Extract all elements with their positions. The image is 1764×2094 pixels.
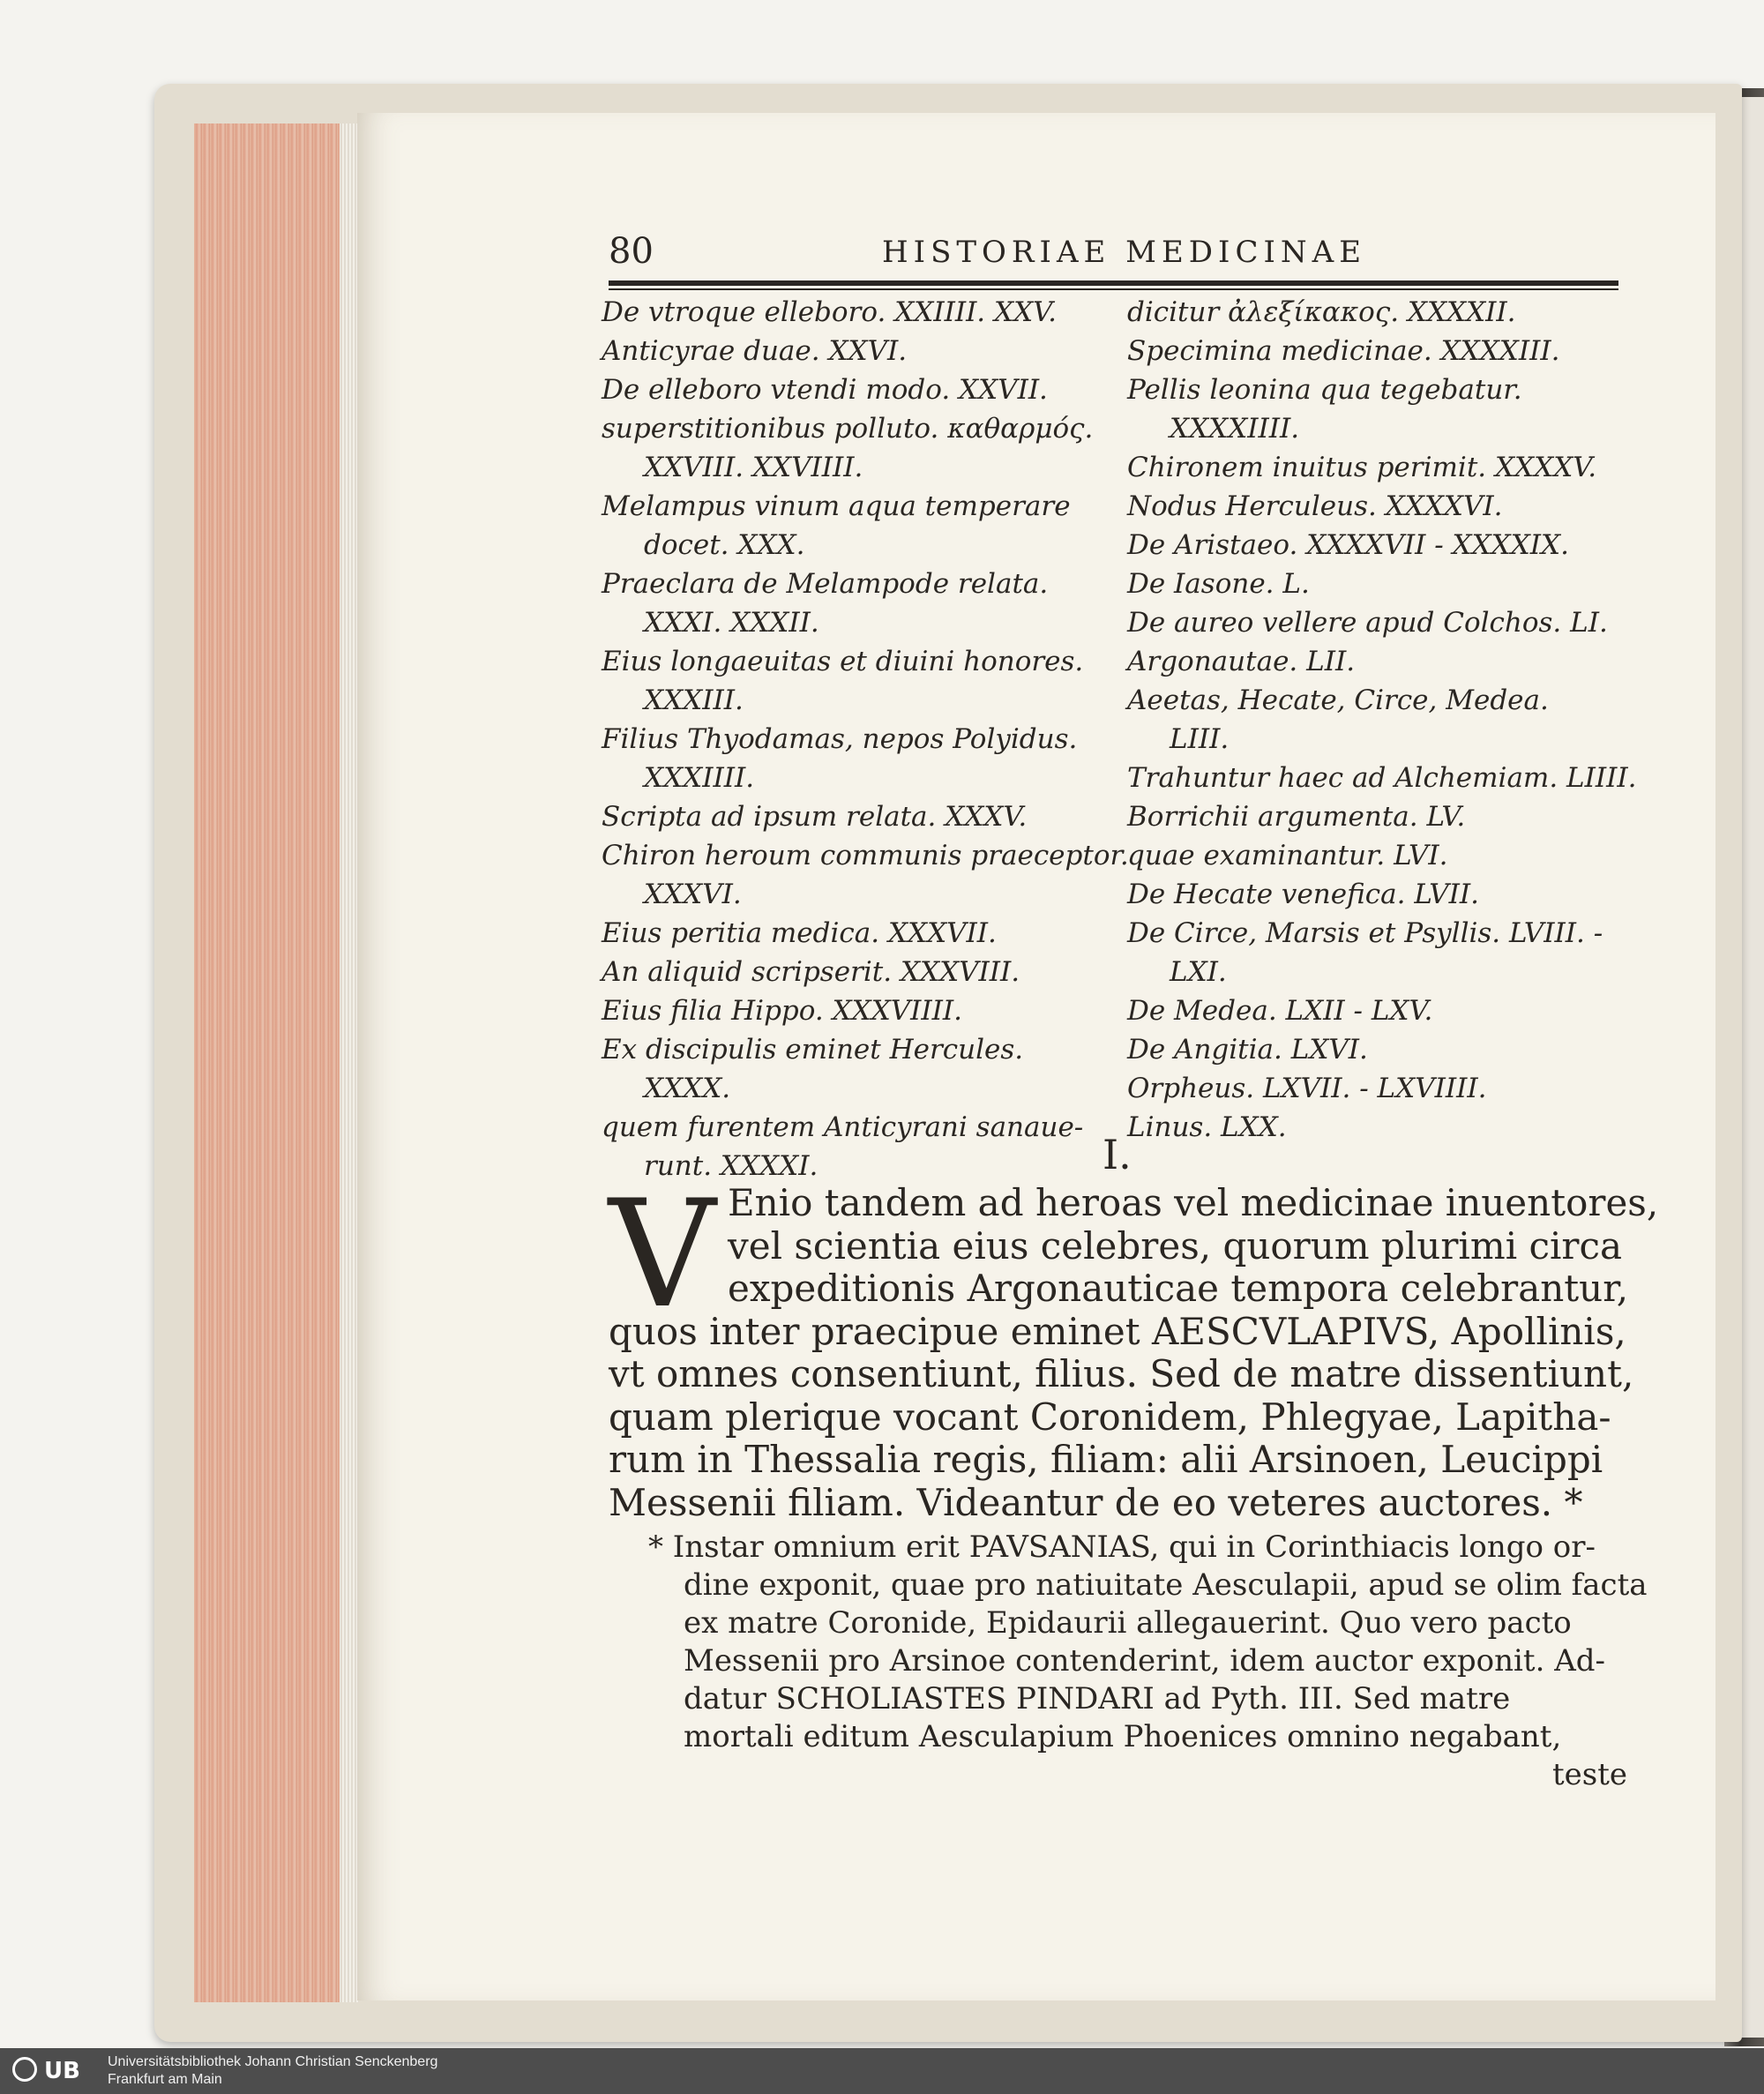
index-entry: XXXIIII. [644, 762, 755, 794]
library-name-line2: Frankfurt am Main [108, 2072, 222, 2087]
index-entry: De Circe, Marsis et Psyllis. LVIII. - [1127, 917, 1603, 949]
library-footer-bar [0, 2048, 1764, 2094]
footnote-line: dine exponit, quae pro natiuitate Aesculapii, apud se olim facta [684, 1567, 1648, 1603]
index-entry: Filius Thyodamas, nepos Polyidus. [602, 723, 1078, 755]
index-entry: Chironem inuitus perimit. XXXXV. [1127, 452, 1597, 483]
index-entry: docet. XXX. [644, 529, 805, 561]
body-line: quam plerique vocant Coronidem, Phlegyae, Lapitha- [609, 1395, 1611, 1439]
catchword: teste [1551, 1757, 1627, 1792]
body-line: expeditionis Argonauticae tempora celebrantur, [728, 1267, 1629, 1310]
page-header [609, 231, 1632, 275]
footnote-line: datur SCHOLIASTES PINDARI ad Pyth. III. Sed matre [684, 1681, 1511, 1716]
index-entry: Nodus Herculeus. XXXXVI. [1127, 490, 1503, 522]
index-entry: Praeclara de Melampode relata. [602, 568, 1049, 600]
body-line: Enio tandem ad heroas vel medicinae inuentores, [728, 1181, 1659, 1224]
drop-cap: V [609, 1168, 716, 1341]
body-paragraph [609, 1168, 1659, 1524]
index-entry: XXXVI. [644, 879, 742, 910]
index-entry: XXXXIIII. [1170, 413, 1300, 445]
index-entry: De Hecate venefica. LVII. [1127, 879, 1479, 910]
library-logo[interactable] [12, 2055, 97, 2087]
logo-text: UB [44, 2058, 80, 2084]
index-entry: Orpheus. LXVII. - LXVIIII. [1127, 1073, 1487, 1104]
body-line: vel scientia eius celebres, quorum plurimi circa [728, 1223, 1623, 1268]
footnote [648, 1529, 1648, 1794]
index-left-column [602, 293, 1129, 1185]
index-entry: De vtroque elleboro. XXIIII. XXV. [602, 296, 1057, 328]
index-entry: Chiron heroum communis praeceptor. [602, 840, 1129, 871]
index-entry: Eius filia Hippo. XXXVIIII. [602, 995, 963, 1027]
red-page-edges [194, 123, 343, 2002]
page-number: 80 [609, 231, 654, 272]
footnote-line: mortali editum Aesculapium Phoenices omnino negabant, [684, 1719, 1562, 1754]
index-entry: Melampus vinum aqua temperare [602, 490, 1071, 522]
index-entry: quem furentem Anticyrani sanaue- [602, 1111, 1084, 1143]
index-entry: LXI. [1170, 956, 1227, 988]
index-right-column [1127, 293, 1637, 1147]
page-block-edges [340, 123, 359, 2002]
index-entry: runt. XXXXI. [644, 1150, 818, 1182]
header-rule-thin [609, 288, 1618, 290]
index-entry: Aeetas, Hecate, Circe, Medea. [1127, 684, 1549, 716]
logo-icon [12, 2057, 37, 2082]
index-entry: Scripta ad ipsum relata. XXXV. [602, 801, 1028, 833]
body-line: quos inter praecipue eminet AESCVLAPIVS, Apollinis, [609, 1309, 1626, 1353]
index-entry: De Angitia. LXVI. [1127, 1034, 1368, 1066]
running-title: HISTORIAE MEDICINAE [882, 235, 1367, 270]
index-entry: Trahuntur haec ad Alchemiam. LIIII. [1127, 762, 1637, 794]
index-entry: De Iasone. L. [1127, 568, 1310, 600]
index-entry: De Aristaeo. XXXXVII - XXXXIX. [1127, 529, 1569, 561]
index-entry: Pellis leonina qua tegebatur. [1127, 374, 1522, 406]
index-entry: Borrichii argumenta. LV. [1127, 801, 1466, 833]
body-line: vt omnes consentiunt, filius. Sed de matre dissentiunt, [609, 1352, 1634, 1395]
index-entry: Specimina medicinae. XXXXIII. [1127, 335, 1560, 367]
index-entry: superstitionibus polluto. καθαρμός. [602, 413, 1094, 445]
index-entry: dicitur ἀλεξίκακος. XXXXII. [1127, 296, 1516, 328]
index-entry: Eius peritia medica. XXXVII. [602, 917, 997, 949]
index-entry: XXXX. [644, 1073, 731, 1104]
library-name [108, 2053, 437, 2089]
index-entry: De Medea. LXII - LXV. [1127, 995, 1433, 1027]
footnote-line: * Instar omnium erit PAVSANIAS, qui in Corinthiacis longo or- [648, 1529, 1596, 1565]
index-entry: An aliquid scripserit. XXXVIII. [602, 956, 1020, 988]
index-entry: Linus. LXX. [1127, 1111, 1287, 1143]
footnote-line: ex matre Coronide, Epidaurii allegauerint. Quo vero pacto [684, 1605, 1572, 1641]
index-entry: XXXI. XXXII. [644, 607, 819, 639]
index-entry: quae examinantur. LVI. [1127, 840, 1448, 871]
index-entry: Ex discipulis eminet Hercules. [602, 1034, 1024, 1066]
section-numeral: I. [1102, 1131, 1132, 1178]
header-rule [609, 280, 1618, 286]
library-name-line1: Universitätsbibliothek Johann Christian Senckenberg [108, 2054, 438, 2069]
body-line: rum in Thessalia regis, filiam: alii Arsinoen, Leucippi [609, 1438, 1603, 1481]
index-entry: XXVIII. XXVIIII. [644, 452, 863, 483]
index-entry: De aureo vellere apud Colchos. LI. [1127, 607, 1608, 639]
index-entry: De elleboro vtendi modo. XXVII. [602, 374, 1048, 406]
index-entry: Eius longaeuitas et diuini honores. [602, 646, 1084, 677]
body-line: Messenii filiam. Videantur de eo veteres auctores. * [609, 1480, 1583, 1524]
footnote-line: Messenii pro Arsinoe contenderint, idem auctor exponit. Ad- [684, 1643, 1606, 1679]
index-entry: XXXIII. [644, 684, 744, 716]
index-entry: Anticyrae duae. XXVI. [602, 335, 908, 367]
index-entry: LIII. [1170, 723, 1230, 755]
index-entry: Argonautae. LII. [1127, 646, 1356, 677]
